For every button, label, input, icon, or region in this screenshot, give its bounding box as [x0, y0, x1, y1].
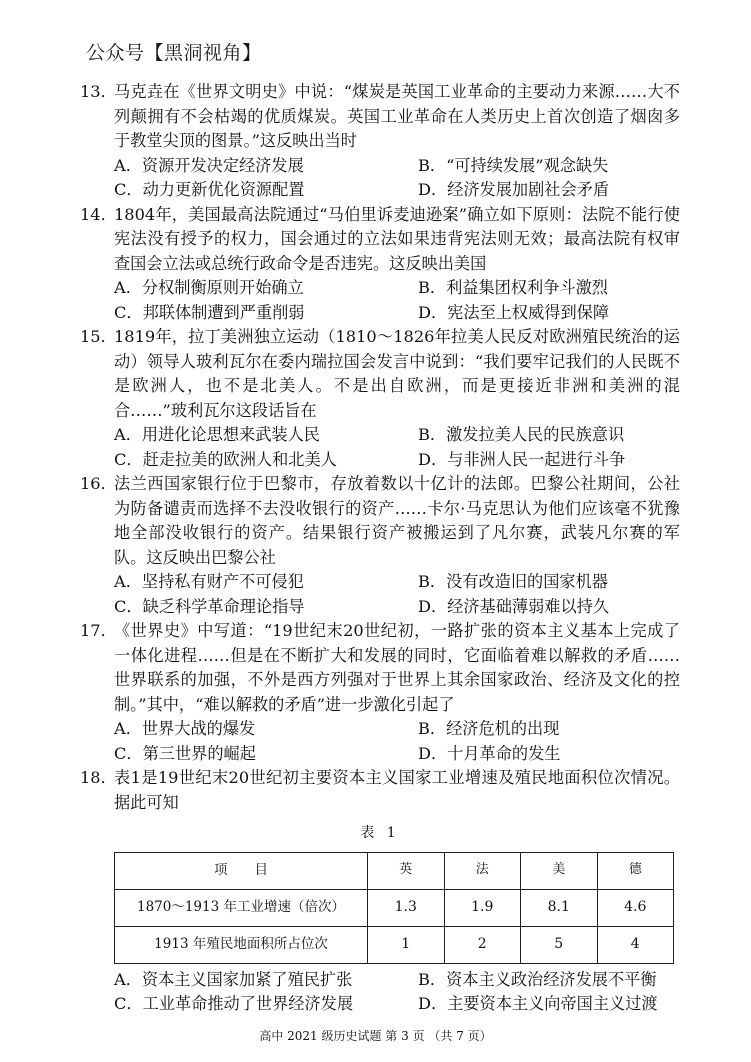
option-d: D．十月革命的发生: [418, 743, 561, 763]
option-d: D．主要资本主义向帝国主义过渡: [418, 994, 658, 1013]
table-cell: 2: [444, 926, 521, 963]
option-b: B．利益集团权利争斗激烈: [418, 278, 608, 297]
option-c: C．赶走拉美的欧洲人和北美人: [114, 449, 337, 469]
data-table: [114, 852, 674, 964]
question-number: 16．: [80, 474, 117, 493]
table-row-label: 1870～1913 年工业增速（倍次）: [115, 889, 368, 926]
question-number: 18．: [80, 768, 117, 787]
table-header-cell: 法: [444, 852, 521, 889]
option-d: D．与非洲人民一起进行斗争: [418, 449, 626, 469]
question-number: 14．: [80, 204, 117, 224]
question-stem: 1819年，拉丁美洲独立运动（1810～1826年拉美人民反对欧洲殖民统治的运动）领导人玻利瓦尔在委内瑞拉国会发言中说到：“我们要牢记我们的人民既不是欧洲人，也不是北美人。不是出自欧洲，而是更接近非洲和美洲的混合……”玻利瓦尔这段话旨在: [114, 327, 680, 420]
table-cell: 1: [368, 926, 445, 963]
question-15: [80, 325, 680, 472]
question-stem: 马克垚在《世界文明史》中说：“煤炭是英国工业革命的主要动力来源……大不列颠拥有不会枯竭的优质煤炭。英国工业革命在人类历史上首次创造了烟囱多于教堂尖顶的图景。”这反映出当时: [114, 82, 680, 150]
option-b: B．“可持续发展”观念缺失: [418, 155, 609, 175]
option-b: B．经济危机的出现: [418, 719, 560, 738]
table-row: [115, 926, 674, 963]
question-number: 13．: [80, 82, 117, 101]
option-a: A．世界大战的爆发: [114, 719, 256, 738]
table-cell: 4.6: [597, 889, 674, 926]
option-c: C．邦联体制遭到严重削弱: [114, 302, 305, 322]
option-c: C．缺乏科学革命理论指导: [114, 596, 305, 616]
option-c: C．第三世界的崛起: [114, 743, 256, 763]
table-cell: 5: [521, 926, 598, 963]
question-16: [80, 472, 680, 619]
table-header-cell: 英: [368, 852, 445, 889]
option-a: A．资本主义国家加紧了殖民扩张: [114, 969, 353, 989]
option-a: A．用进化论思想来武装人民: [114, 425, 320, 444]
question-stem: 《世界史》中写道：“19世纪末20世纪初，一路扩张的资本主义基本上完成了一体化进程……但是在不断扩大和发展的同时，它面临着难以解救的矛盾……世界联系的加强，不外是西方列强对于世界上其余国家政治、经济及文化的控制。”其中，“难以解救的矛盾”进一步激化引起了: [114, 621, 680, 714]
option-b: B．激发拉美人民的民族意识: [418, 425, 625, 444]
question-stem: 1804年，美国最高法院通过“马伯里诉麦迪逊案”确立如下原则：法院不能行使宪法没有授予的权力，国会通过的立法如果违背宪法则无效；最高法院有权审查国会立法或总统行政命令是否违宪。这反映出美国: [114, 204, 680, 273]
option-a: A．分权制衡原则开始确立: [114, 278, 304, 297]
table-title: 表 1: [360, 825, 400, 841]
option-d: D．宪法至上权威得到保障: [418, 302, 610, 322]
option-a: A．资源开发决定经济发展: [114, 155, 304, 175]
question-13: [80, 80, 680, 203]
option-a: A．坚持私有财产不可侵犯: [114, 572, 304, 591]
option-d: D．经济发展加剧社会矛盾: [418, 180, 610, 199]
table-cell: 8.1: [521, 889, 598, 926]
table-row-label: 1913 年殖民地面积所占位次: [115, 926, 368, 963]
table-header-cell: 美: [521, 852, 598, 889]
table-header-cell: 德: [597, 852, 674, 889]
page-header: 公众号【黑洞视角】: [86, 42, 262, 64]
question-stem: 法兰西国家银行位于巴黎市，存放着数以十亿计的法郎。巴黎公社期间，公社为防备谴责而选择不去没收银行的资产……卡尔·马克思认为他们应该毫不犹豫地全部没收银行的资产。结果银行资产被搬运到了凡尔赛，武装凡尔赛的军队。这反映出巴黎公社: [114, 474, 680, 567]
option-b: B．资本主义政治经济发展不平衡: [418, 969, 657, 989]
question-17: [80, 619, 680, 766]
question-18: [80, 766, 680, 1017]
question-14: [80, 203, 680, 326]
option-c: C．动力更新优化资源配置: [114, 180, 305, 199]
table-row: [115, 889, 674, 926]
option-b: B．没有改造旧的国家机器: [418, 572, 608, 591]
table-header-row: [115, 852, 674, 889]
page-footer: 高中 2021 级历史试题 第 3 页 （共 7 页）: [259, 1029, 492, 1043]
question-content: [80, 80, 680, 1017]
question-number: 17．: [80, 621, 117, 640]
table-cell: 4: [597, 926, 674, 963]
table-header-cell: 项 目: [115, 852, 368, 889]
option-d: D．经济基础薄弱难以持久: [418, 596, 610, 616]
question-number: 15．: [80, 327, 117, 346]
option-c: C．工业革命推动了世界经济发展: [114, 994, 354, 1013]
table-cell: 1.3: [368, 889, 445, 926]
question-stem: 表1是19世纪末20世纪初主要资本主义国家工业增速及殖民地面积位次情况。据此可知: [114, 768, 680, 812]
table-cell: 1.9: [444, 889, 521, 926]
